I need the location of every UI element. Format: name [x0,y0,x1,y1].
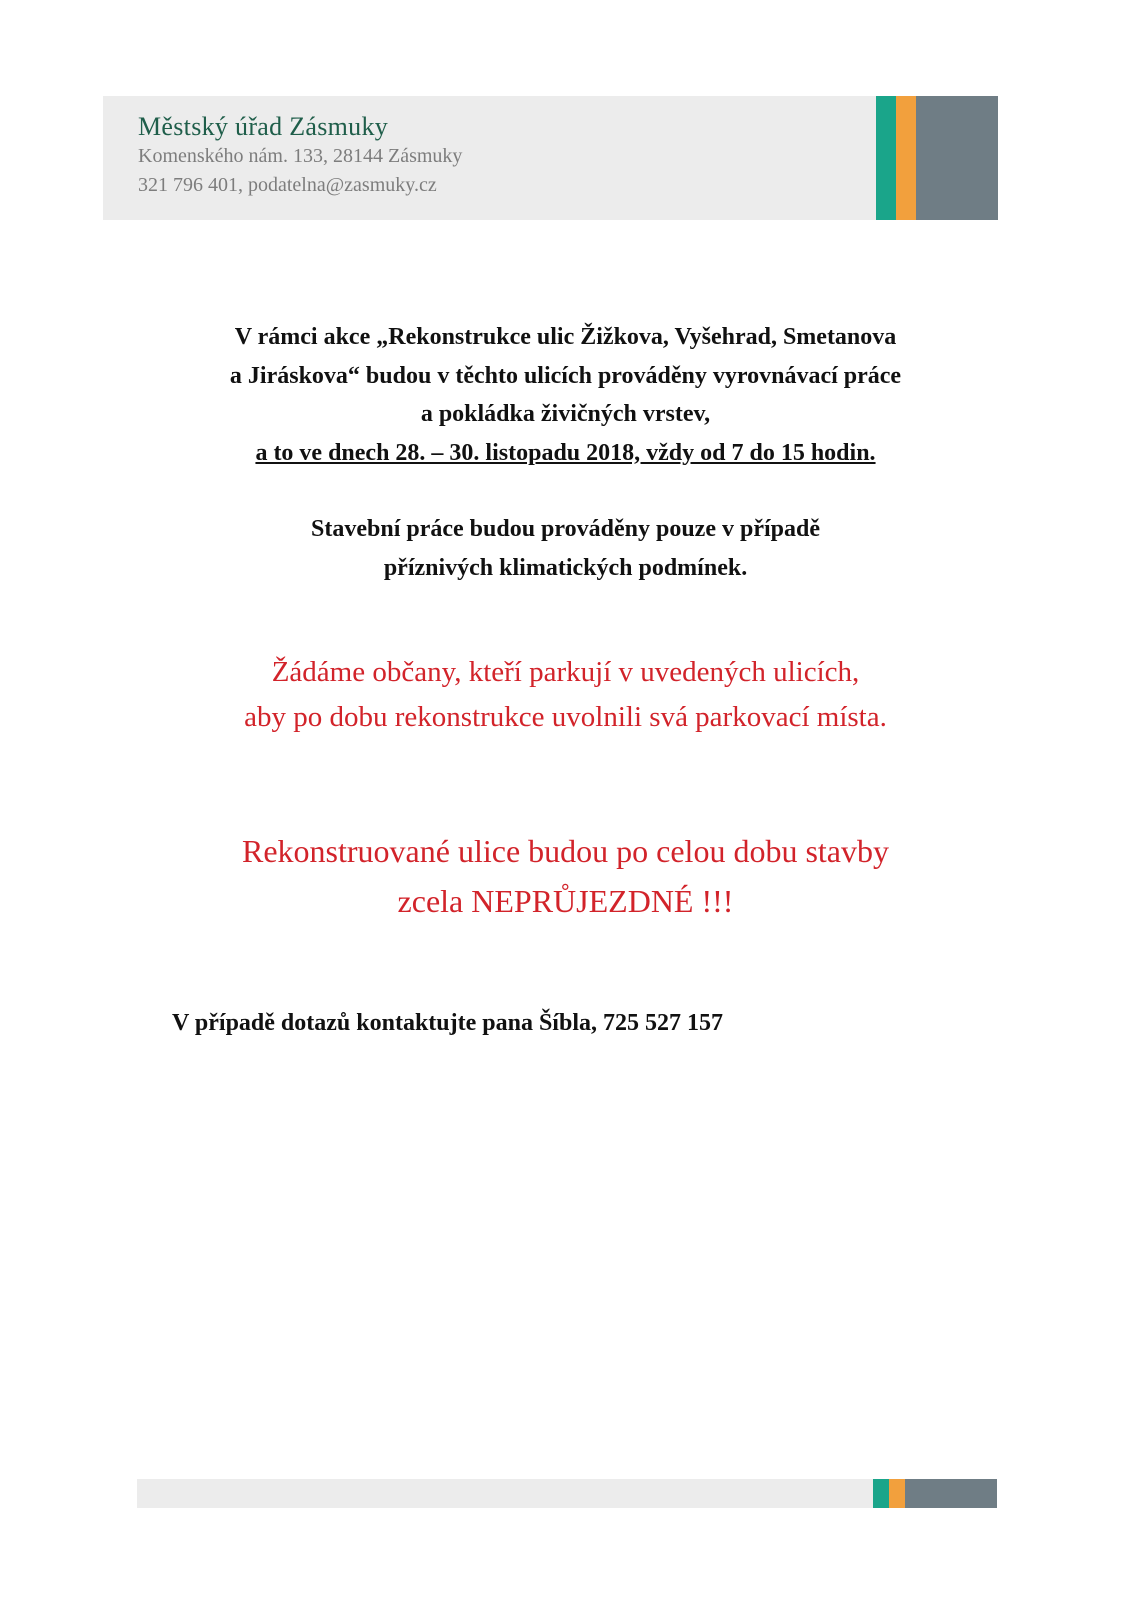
accent-stripe-orange [896,96,916,220]
notice-line: zcela NEPRŮJEZDNÉ !!! [397,883,734,919]
footer-stripe-teal [873,1479,889,1508]
accent-stripe-teal [876,96,896,220]
footer-stripe-grey [905,1479,997,1508]
letterhead [103,96,998,220]
footer-band [137,1479,997,1508]
letterhead-text [138,112,462,200]
notice-line: aby po dobu rekonstrukce uvolnili svá parkovací místa. [244,701,887,733]
notice-paragraph-works [0,318,1131,472]
notice-line: Stavební práce budou prováděny pouze v případě [311,516,820,542]
notice-parking-request [0,650,1131,740]
org-name: Městský úřad Zásmuky [138,112,389,141]
notice-line: Žádáme občany, kteří parkují v uvedených ulicích, [271,656,860,688]
notice-line: Rekonstruované ulice budou po celou dobu stavby [242,833,889,869]
notice-dates: a to ve dnech 28. – 30. listopadu 2018, vždy od 7 do 15 hodin. [255,439,876,466]
notice-closure-warning [0,826,1131,926]
notice-line: V rámci akce „Rekonstrukce ulic Žižkova, Vyšehrad, Smetanova [234,324,897,350]
notice-line: a pokládka živičných vrstev, [420,401,711,427]
org-contact: 321 796 401, podatelna@zasmuky.cz [138,174,437,196]
notice-paragraph-weather [0,510,1131,587]
contact-line: V případě dotazů kontaktujte pana Šíbla, 725 527 157 [172,1010,723,1036]
org-address: Komenského nám. 133, 28144 Zásmuky [138,145,463,167]
footer-stripe-orange [889,1479,905,1508]
accent-stripe-grey [916,96,998,220]
notice-line: příznivých klimatických podmínek. [383,554,748,581]
notice-line: a Jiráskova“ budou v těchto ulicích prováděny vyrovnávací práce [229,362,902,389]
